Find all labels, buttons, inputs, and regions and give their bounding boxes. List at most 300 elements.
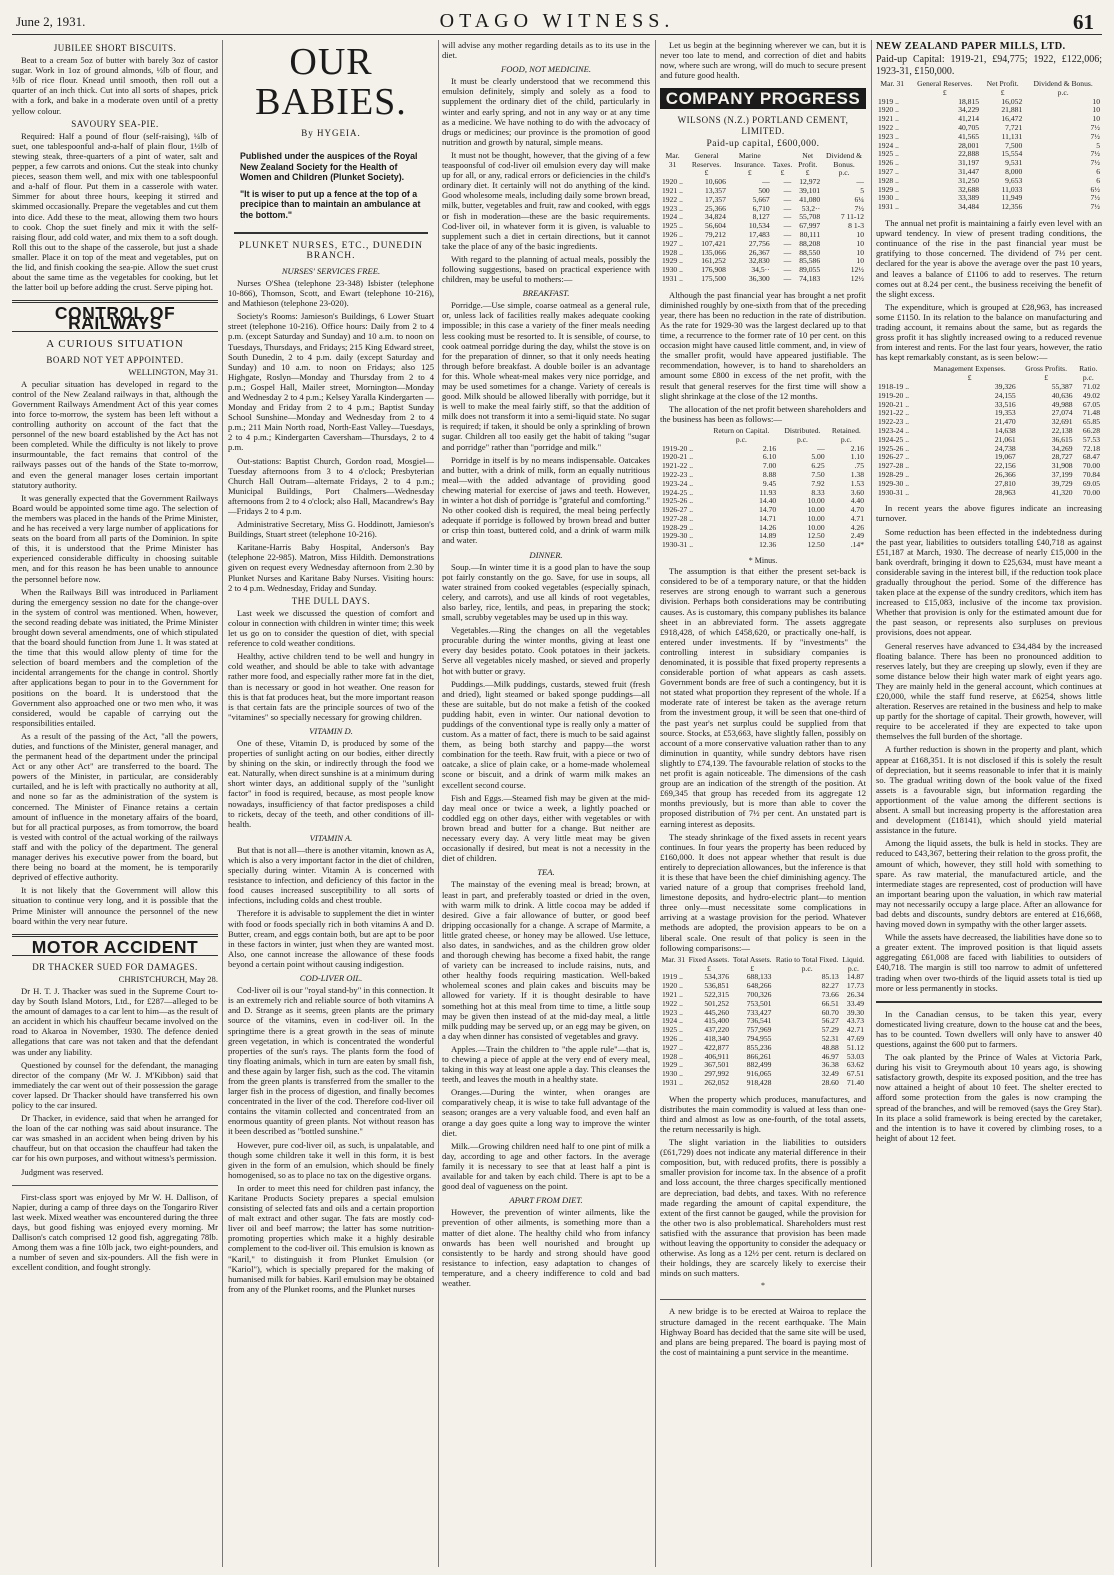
table-cell: 536,851 (704, 981, 730, 991)
table-cell: 7½ (854, 203, 864, 213)
article-headline: PLUNKET NURSES, ETC., DUNEDIN BRANCH. (239, 240, 423, 261)
subheading: FOOD, NOT MEDICINE. (500, 64, 592, 75)
table-cell: 1922 .. (662, 998, 683, 1008)
table-row (660, 541, 866, 550)
table-cell: 39,729 (1051, 478, 1073, 488)
table-cell: 55,387 (1051, 381, 1073, 391)
table-cell: 11,033 (1001, 184, 1023, 194)
table-cell: .14* (850, 540, 864, 550)
table-cell: 33,516 (994, 399, 1016, 409)
table-cell: — (783, 229, 792, 239)
table-cell: 9.45 (762, 478, 777, 488)
table-cell: 1929-30 .. (878, 478, 910, 488)
table-cell: 71.02 (1082, 381, 1100, 391)
table-cell: — (783, 247, 792, 257)
column-rule (871, 40, 872, 1567)
table-cell: 31,447 (958, 167, 980, 177)
table-cell: 28,001 (958, 140, 980, 150)
paragraph: The slight variation in the liabilities to outsiders (£61,729) does not indicate any material difference in their composition, but, with reduced profits, there is possibly a smaller provision for income tax. In the absence of a profit and loss account, the three charges specifically mentioned are depreciation, bad debts, and taxes. With no reference made regarding the amount of capital expenditure, the extent of the first cannot be gauged, while the provision for the other two is also problematical. Shareholders must rest satisfied with the assurance that provision has been made without leaving the opportunity to consider the adequacy or otherwise. As long as a 12½ per cent. return is declared on their holdings, they are scarcely likely to exercise their minds on such matters. (660, 1137, 866, 1279)
article-headline: THE DULL DAYS. (291, 595, 371, 606)
table-cell: 1.10 (850, 452, 864, 462)
table-header-cell (660, 427, 705, 436)
table-cell: 32.49 (821, 1069, 839, 1079)
paragraph: Let us begin at the beginning wherever we can, but it is never too late to mend, and correction of diet and habits now, where such are wrong, will do much to secure present and future good health. (660, 40, 866, 81)
table-unit-cell: £ (805, 168, 810, 178)
column-2 (228, 40, 434, 1569)
table-cell: 4.40 (850, 496, 864, 506)
table-cell: 1930 .. (662, 1069, 683, 1079)
table-cell: 262,052 (704, 1077, 730, 1087)
table-header-cell: Mar. 31 (880, 79, 905, 89)
issue-date: June 2, 1931. (16, 14, 86, 29)
table-cell: 63.62 (846, 1060, 864, 1070)
paragraph: Among the liquid assets, the bulk is held in stocks. They are reduced to £43,367, bettering their relation to the gross profit, the amount of which, however, they still hold with something to spare. As raw material, the manufactured article, and the intermediate stages are represented, cost of production will have an important bearing upon the valuation, in which raw material may not necessarily occupy a large place. After an allowance for bad debts and discounts, sundry debtors are entered at £16,668, having moved down in sympathy with the other larger assets. (876, 838, 1102, 930)
paragraph: Puddings.—Milk puddings, custards, stewed fruit (fresh and dried), light steamed or baked sponge puddings—all these are suitable, but do not make a fetish of the cooked pudding habit, even in winter. Our national devotion to puddings of the conventional type is really only a matter of custom. As a matter of fact, there is much to be said against them, as being both starchy and pappy—the worst combination for the teeth. Raw fruit, with a piece or two of oatcake, a slice of plain cake, or a home-made wholemeal scone or biscuit, and a drink of warm milk makes an excellent second course. (442, 678, 650, 790)
table-cell: 48.88 (821, 1042, 839, 1052)
table-cell: — (762, 177, 770, 187)
column-5 (876, 40, 1102, 1569)
table-cell: 4.26 (850, 522, 864, 532)
table-cell: 11,949 (1001, 193, 1023, 203)
table-cell: 12.50 (807, 531, 825, 541)
table-header-cell: Mar. 31 (665, 150, 680, 169)
table-header-cell: Dividend & Bonus. (826, 150, 863, 169)
table-cell: 31,908 (1051, 461, 1073, 471)
table-cell: 10 (856, 238, 864, 248)
table-cell: 12.50 (807, 540, 825, 550)
table-cell: 1920 .. (662, 177, 683, 187)
column-rule (438, 40, 439, 1567)
table-cell: 437,220 (704, 1025, 730, 1035)
table-cell: 1929 .. (878, 184, 899, 194)
paragraph: Required: Half a pound of flour (self-raising), ¼lb of suet, one tablespoonful and-a-half of plain flour, 1½lb of stewing steak, three-quarters of a pint of water, salt and pepper, a few carrots and onions. Cut the steak into chunky pieces, season them well, and mix with one tablespoonful and a-half of flour. Put them in a casserole with water. Simmer for about three hours, keeping it stirred and skimmed occasionally. Prepare the vegetables and cut them into dice. Add these to the meat, allowing them two hours to cook. Chop the suet finely and mix it with the self-raising flour, add cold water, and mix them to a soft dough. Roll this out to the shape of the casserole, but just a shade smaller. Place it on top of the meat and vegetables, put on the lid, and finish cooking the sea-pie. Allow the suet crust about the same time as the vegetables for cooking, but let the latter boil up before adding the crust. Serve piping hot. (12, 130, 218, 293)
table-cell: 19,067 (994, 452, 1016, 462)
table-unit-cell: p.c. (838, 168, 850, 178)
paragraph: Dr Thacker, in evidence, said that when he arranged for the loan of the car nothing was said about insurance. The car was smashed in an accident when being driven by his chauffeur, but on that occasion the chauffeur had taken the car for his own purposes, and without witness's permission. (12, 1113, 218, 1164)
table-cell: 1925 .. (878, 149, 899, 159)
table-cell: 27,756 (748, 238, 770, 248)
table-cell: 7½ (1090, 158, 1100, 168)
table-cell: 9,531 (1005, 158, 1023, 168)
table-cell: 1923 .. (662, 203, 683, 213)
table-header-cell: Fixed Assets. (688, 954, 730, 964)
table-cell: 89,055 (799, 265, 821, 275)
table-unit-row (876, 89, 1102, 98)
table-cell: 68.47 (1082, 452, 1100, 462)
table-cell: — (783, 273, 792, 283)
section-title: OUR BABIES. (255, 41, 407, 123)
table-cell: 1931 .. (878, 202, 899, 212)
table-row (876, 159, 1102, 168)
table-cell: 1927 .. (662, 1042, 683, 1052)
table-cell: 1919-20 .. (878, 390, 910, 400)
paragraph: Porridge.—Use simple, coarse oatmeal as a general rule, or, unless lack of facilities really makes adequate cooking impossible; in this case a variety of the finer meals needing less cooking must be resorted to. It is sensible, of course, to cook oatmeal porridge during the day, whilst the stove is on for the preparation of dinner, so that it only needs heating through before breakfast. A double boiler is an advantage for this. Whole wheat-meal makes very nice porridge, and may be used sometimes for a change. Variety of cereals is good. Milk should be allowed liberally with porridge, but it is well to make the meal fairly stiff, so that the addition of milk does not transform it into a semi-liquid state. No sugar is required; if taken, it should be only a sprinkling of brown sugar. Children all too easily get the habit of taking "sugar and porridge" rather than "porridge and milk." (442, 300, 650, 452)
table-cell: 2.49 (850, 531, 864, 541)
table-cell: 522,315 (704, 989, 730, 999)
table-cell: 71.40 (846, 1077, 864, 1087)
table-cell: 27,074 (1051, 408, 1073, 418)
paragraph: Society's Rooms: Jamieson's Buildings, 6 Lower Stuart street (telephone 10-216). Office hours: Daily from 2 to 4 p.m. (except Saturday and Sunday) and 10 a.m. to noon on Tuesdays, Thursdays, and Fridays; 215 King Edward street, South Dunedin, 2 to 4 p.m. daily (except Saturday and Sunday) and 10 a.m. to noon on Fridays; also 125 Highgate, Roslyn—Monday and Thursday from 2 to 4 p.m.; Gospel Hall, Mailer street, Mornington—Monday and Wednesday 2 to 4 p.m.; Kelsey Yaralla Kindergarten — Monday and Friday from 2 to 4 p.m.; Baptist Sunday School Sunshine—Monday and Wednesday from 2 to 4 p.m.; 211 Main North road, North-East Valley—Tuesdays, 2 to 4 p.m.; Kindergarten Caversham—Thursdays, 2 to 4 p.m. (228, 311, 434, 453)
table-cell: 39,326 (994, 381, 1016, 391)
table-cell: 1925-26 .. (662, 496, 694, 506)
paragraph: In order to meet this need for children past infancy, the Karitane Products Society prepares a special emulsion consisting of selected fats and oils and a certain proportion of malt extract and other sugar. The fats are mostly cod-liver oil and beef marrow; the latter has some nutrition-promoting properties which make it a highly desirable complement to the cod-liver oil. This emulsion is known as "Karil," to distinguish it from Plunket Emulsion (or "Kariol"), which is specially prepared for the making of humanised milk for babies. Karil emulsion may be obtained from any of the Plunket rooms, and the Plunket nurses (228, 1182, 434, 1294)
paragraph: Therefore it is advisable to supplement the diet in winter with food or foods specially rich in both vitamins A and D. Butter, cream, and eggs contain both, but are apt to be poor in these factors in winter, just when they are wanted most. Also, one cannot increase the allowance of these foods beyond a certain point without causing indigestion. (228, 908, 434, 969)
paragraph: It must be clearly understood that we recommend this emulsion definitely, simply and solely as a food to supplement the ordinary diet of the child, particularly in winter and early spring, and not in any way or at any time as a medicine. We have nothing to do with the advocacy of drugs or medicines; our province is the promotion of good nutrition and growth by natural, simple means. (442, 76, 650, 147)
table-cell: 135,066 (701, 247, 726, 257)
table-cell: 418,340 (704, 1033, 730, 1043)
table-cell: — (783, 256, 792, 266)
table-cell: 41,565 (958, 131, 980, 141)
table-cell: 1924-25 .. (878, 434, 910, 444)
table-cell: 733,427 (746, 1007, 772, 1017)
paragraph: The annual net profit is maintaining a fairly even level with an upward tendency. In view of present trading conditions, the continuance of the rise in the past financial year must be gratifying to those concerned. The dividend of 7½ per cent. declared for the year is above the average over the past 10 years, and leaves a balance of £1106 to add to reserves. The return comes out at 8.24 per cent., the business receiving the benefit of the slight excess. (876, 218, 1102, 299)
paragraph: In the Canadian census, to be taken this year, every domesticated living creature, down to the house cat and the bees, has to be counted. Town dwellers will only have to answer 40 questions, against the 600 put to farmers. (876, 1008, 1102, 1049)
paragraph: It must not be thought, however, that the giving of a few teaspoonsful of cod-liver oil emulsion every day will make up for all, or any, radical errors or deficiencies in the child's ordinary diet. It certainly will not do anything of the kind. Good wholesome meals, including daily some brown bread, milk, butter, vegetables and fruit, raw and cooked, with eggs or fish in moderation—these are the basic requirements. Cod-liver oil, in whatever form it is given, is valuable to supplement such a diet in certain directions, but it cannot take the place of any of the basic ingredients. (442, 149, 650, 251)
paragraph: It is not likely that the Government will allow this situation to continue very long, and it is possible that the Prime Minister will announce the personnel of the new board within the very near future. (12, 885, 218, 926)
table-cell: 6¼ (854, 194, 864, 204)
table-cell: 74,183 (799, 273, 821, 283)
table-cell: 82.27 (821, 981, 839, 991)
table-cell: 1920-21 .. (878, 399, 910, 409)
table-cell: 26,366 (994, 469, 1016, 479)
table-cell: 17,357 (704, 194, 726, 204)
table-header-cell: Distributed. (784, 425, 821, 435)
table-cell: 297,992 (704, 1069, 730, 1079)
table-cell: 66.51 (821, 998, 839, 1008)
table-cell: 12.36 (759, 540, 777, 550)
table-cell: 1931 .. (662, 273, 683, 283)
table-cell: 34,824 (704, 212, 726, 222)
table-cell: 66.28 (1082, 425, 1100, 435)
table-unit-cell: p.c. (801, 963, 813, 973)
table-cell: 1924 .. (662, 1016, 683, 1026)
table-cell: 1920 .. (662, 981, 683, 991)
paragraph: Karitane-Harris Baby Hospital, Anderson's Bay (telephone 22-985). Matron, Miss Hildith. Demonstrations given on request every Wednesday afternoon from 2.30 by Plunket Nurses and Karitane Baby Nurses. Visiting hours: 2 to 4 p.m. Wednesday, Friday and Sunday. (228, 542, 434, 593)
table-cell: 1920 .. (878, 105, 899, 115)
masthead (12, 8, 1102, 35)
table-row (876, 106, 1102, 115)
table-header-cell: Taxes. (772, 159, 793, 169)
table-cell: 12,972 (799, 177, 821, 187)
table-cell: 2.16 (850, 443, 864, 453)
table-cell: 9,653 (1005, 175, 1023, 185)
table-unit-cell: £ (747, 168, 752, 178)
paragraph: The steady shrinkage of the fixed assets in recent years continues. In four years the property has been reduced by £160,000. It does not appear whether that result is due entirely to depreciation allowances, but the inference is that it is these that have been the chief diminishing agency. The varied nature of a group that comprises freehold land, limestone deposits, and hydro-electric plant—to mention three only—must necessitate some complications in arriving at a wastage provision for the period. Whatever methods are adopted, the provision appears to be on a liberal scale. One result of that policy is seen in the following comparisons:— (660, 831, 866, 953)
table-cell: 24,738 (994, 443, 1016, 453)
paragraph: First-class sport was enjoyed by Mr W. H. Dallison, of Napier, during a camp of three days on the Tongariro River last week. Mixed weather was encountered during the three days, but good fishing was enjoyed every morning. Mr Dallison's catch comprised 12 good fish, aggregating 78lb. Among them was a fine 10lb jack, two eight-pounders, and a number of seven and six-pounders. All the fish were in excellent condition, and fought strongly. (12, 1191, 218, 1273)
table-cell: 794,955 (746, 1033, 772, 1043)
table-cell: 1924-25 .. (662, 487, 694, 497)
paragraph: Beat to a cream 5oz of butter with barely 3oz of castor sugar. Work in 1oz of ground almonds, ½lb of flour, and ½lb of rice flour. Knead until smooth, then roll out a quarter of an inch thick. Cut into all sorts of shapes, prick with a fork, and bake in a moderate oven until of a pretty yellow colour. (12, 55, 218, 116)
table-cell: 34,484 (958, 202, 980, 212)
table-cell: 1922 .. (662, 194, 683, 204)
table-cell: 10.00 (807, 505, 825, 515)
table-cell: 6.25 (811, 461, 825, 471)
table-cell: 1921-22 .. (878, 408, 910, 418)
table-footnote: * Minus. (748, 556, 778, 566)
table-cell: 14,638 (994, 425, 1016, 435)
paragraph: will advise any mother regarding details as to its use in the diet. (442, 40, 650, 61)
table-cell: 26.34 (846, 989, 864, 999)
company-name: WILSONS (N.Z.) PORTLAND CEMENT, LIMITED. (677, 115, 849, 136)
table-cell: — (783, 203, 792, 213)
table-cell: 1924 .. (662, 212, 683, 222)
table-cell: 34,5·· (751, 265, 770, 275)
paragraph: As a result of the passing of the Act, "all the powers, duties, and functions of the Minister, general manager, and the permanent head of the department under the principal Act or any other Act" are transferred to the board. The powers of the Minister, in particular, are considerably curtailed, and he is left with practically no authority at all, and none so far as the administration of the system is concerned. The Minister of Finance retains a certain amount of influence in the monetary affairs of the board, but for all practical purposes, as from tomorrow, the board is vested with control of the actual working of the railways staff and with the policy of the department. The general manager derives his executive power from the board, but there being no board at the moment, he is temporarily deprived of effective authority. (12, 730, 218, 883)
table-cell: 41,080 (799, 194, 821, 204)
paragraph: However, the prevention of winter ailments, like the prevention of other ailments, is something more than a matter of diet alone. The healthy child who from infancy onwards has been well nourished and brought up consistently to be hardy and strong should have good resistance to infection, easy adaptation to changes of temperature, and a cheery indifference to cold and bad weather. (442, 1207, 650, 1288)
table-cell: 71.48 (1082, 408, 1100, 418)
subheading: DINNER. (529, 549, 563, 560)
table-cell: 49.02 (1082, 390, 1100, 400)
table-cell: 1929 .. (662, 1060, 683, 1070)
table-cell: 14.70 (759, 505, 777, 515)
table-cell: 1927-28 .. (878, 461, 910, 471)
table-header-cell: General Reserves. (691, 150, 722, 169)
recipe-title: JUBILEE SHORT BISCUITS. (53, 43, 177, 53)
table-unit-cell: £ (967, 373, 972, 383)
table-header-cell: Ratio to Total Fixed. (775, 954, 839, 964)
paragraph: Porridge in itself is by no means indispensable. Oatcakes and butter, with a drink of milk, form an equally nutritious meal—with the added advantage of providing good chewing material for exercise of jaws and teeth. However, in winter a hot dish of porridge is "grateful and comforting." No other cooked dish is required, the meal being perfectly adequate if porridge is followed by brown bread and butter or crisp thin toast, buttered cold, and a drink of warm milk and water. (442, 454, 650, 546)
table-cell: 5 (860, 185, 864, 195)
table-cell: — (783, 185, 792, 195)
table-cell: 12½ (850, 265, 864, 275)
table-cell: 43.73 (846, 1016, 864, 1026)
table-cell: 1929 .. (662, 256, 683, 266)
table-cell: — (783, 212, 792, 222)
dateline: WELLINGTON, May 31. (128, 366, 218, 377)
data-table (660, 152, 866, 284)
table-cell: 39.30 (846, 1007, 864, 1017)
table-cell: 85.13 (821, 972, 839, 982)
table-cell: 1922-23 .. (662, 469, 694, 479)
paragraph: The assumption is that either the present set-back is considered to be of a temporary nature, or that the hidden reserves are strong enough to warrant such a generous division. Perhaps both considerations may be contributing causes. As is customary, this company publishes its balance sheet in an abbreviated form. The assets aggregate £918,428, of which £458,620, or practically one-half, is entered under investments. If by "investments" the controlling interest in subsidiary companies is denominated, it is possible that fixed property represents a considerable portion of what appears as cash assets. Government bonds are free of such a contingency, but it is not stated what proportion they represent of the whole. If a moderate rate of interest be taken as the average return from the investment group, it will be seen that one-third of the past year's net surplus could be supplied from that source. Stocks, at £53,663, have slightly fallen, possibly on account of a more conservative valuation rather than to any diminution in quantity, while sundry debtors have risen slightly to £74,139. The favourable relation of stocks to the net profit is again noticeable. The dimensions of the cash group are an indication of the strength of the position. At £69,345 that group has receded from its aggregate 12 months previously, but is more than able to cover the proposed distribution of 7½ per cent. An unstated part is earning interest as deposits. (660, 566, 866, 829)
table-cell: 8 1-3 (848, 221, 864, 231)
table-header-cell: Mar. 31 (661, 954, 686, 964)
table-header-cell: Management Expenses. (933, 364, 1006, 374)
table-cell: 11.93 (759, 487, 777, 497)
table-cell: 1923 .. (662, 1007, 683, 1017)
dateline: CHRISTCHURCH, May 28. (118, 973, 218, 984)
table-row (876, 124, 1102, 133)
table-cell: 70.00 (1082, 487, 1100, 497)
table-cell: 14.89 (759, 531, 777, 541)
table-cell: 69.05 (1082, 478, 1100, 488)
newspaper-title: OTAGO WITNESS. (439, 10, 675, 32)
table-cell: 916,065 (746, 1069, 772, 1079)
paragraph: But that is not all—there is another vitamin, known as A, which is also a very important factor in the diet of children, specially during winter. Vitamin A is concerned with resistance to infection, and deficiency of this factor in the food causes increased susceptibility to all sorts of infections, including colds and chest trouble. (228, 844, 434, 906)
table-cell: 1925 .. (662, 1025, 683, 1035)
table-cell: 14.26 (759, 522, 777, 532)
paragraph: While the assets have decreased, the liabilities have done so to a greater extent. The improved position is that liquid assets aggregating £61,008 are faced with liabilities to outsiders of £40,718. The margin is still too narrow to admit of unfettered trading when over two-thirds of the liquid assets total is tied up more or less permanently in stocks. (876, 932, 1102, 993)
paragraph: Judgment was reserved. (21, 1166, 104, 1177)
subheading: BREAKFAST. (522, 288, 570, 299)
table-cell: 73.66 (821, 989, 839, 999)
table-cell: 10.00 (807, 513, 825, 523)
table-cell: 70.84 (1082, 469, 1100, 479)
table-unit-cell: £ (780, 168, 785, 178)
table-unit-cell: p.c. (1082, 373, 1094, 383)
table-cell: 753,501 (746, 998, 772, 1008)
table-cell: — (783, 265, 792, 275)
table-cell: 1930-31 .. (878, 487, 910, 497)
table-cell: 11,131 (1001, 131, 1023, 141)
paragraph: Soup.—In winter time it is a good plan to have the soup pot fairly constantly on the go. Save, for use in soups, all water strained from cooked vegetables (especially spinach, celery, and carrots), and use all kinds of root vegetables, also barley, rice, lentils, and peas, in preparing the stock; small, scrubby vegetables may be used up in this way. (442, 561, 650, 623)
table-row (876, 168, 1102, 177)
table-cell: 17,483 (748, 229, 770, 239)
table-cell: 52.31 (821, 1033, 839, 1043)
table-cell: 57.53 (1082, 434, 1100, 444)
paragraph: It was generally expected that the Government Railways Board would be appointed some time ago. The selection of the members was placed in the hands of the Prime Minister, and he has received a very large number of applications for seats on the board from all parts of the Dominion. In spite of this, it is understood that the Prime Minister has experienced considerable difficulty in choosing suitable men, and for this reason he has been unable to announce the personnel before now. (12, 492, 218, 584)
table-cell: 85,586 (799, 256, 821, 266)
table-unit-cell: £ (1044, 373, 1049, 383)
table-cell: 39,101 (799, 185, 821, 195)
table-cell: 22,888 (958, 149, 980, 159)
table-cell: 855,236 (746, 1042, 772, 1052)
table-cell: 40,636 (1051, 390, 1073, 400)
table-cell: 41,214 (958, 114, 980, 124)
table-cell: 36,300 (748, 273, 770, 283)
table-cell: 32,688 (958, 184, 980, 194)
table-cell: 175,500 (701, 273, 726, 283)
table-cell: 14.87 (846, 972, 864, 982)
table-cell: 1922-23 .. (878, 417, 910, 427)
table-unit-cell: p.c. (735, 434, 747, 444)
table-cell: 107,421 (701, 238, 726, 248)
table-cell: 34,229 (958, 105, 980, 115)
table-unit-cell: £ (1000, 87, 1005, 97)
table-header-cell: Marine Insurance. (734, 150, 766, 169)
table-cell: 1918-19 .. (878, 381, 910, 391)
table-cell: 866,261 (746, 1051, 772, 1061)
table-cell: 28,727 (1051, 452, 1073, 462)
table-row (876, 203, 1102, 212)
table-cell: 53,2·· (801, 203, 821, 213)
table-cell: 1928-29 .. (662, 522, 694, 532)
table-cell: 55,708 (799, 212, 821, 222)
column-rule (655, 40, 656, 1567)
table-cell: 12,356 (1001, 202, 1023, 212)
table-cell: 1928-29 .. (878, 469, 910, 479)
table-cell: 1921 .. (662, 989, 683, 999)
paragraph: A peculiar situation has developed in regard to the control of the New Zealand railways in that, although the Government Railways Amendment Act of this year comes into force to-morrow, the system has been left without a controlling authority on account of the fact that the personnel of the new board established by the Act has not been completed. While the difficulty is not likely to prove insurmountable, the fact remains that control of the railways passes out of the hands of the State to-morrow, and even the general manager loses certain important statutory authority. (12, 378, 218, 490)
table-cell: 10.00 (807, 496, 825, 506)
table-header-cell (876, 365, 921, 374)
notice-text: Published under the auspices of the Royal New Zealand Society for the Health of Women and Children (Plunket Society). (240, 151, 418, 183)
table-cell: 31,250 (958, 175, 980, 185)
table-cell: 10 (1092, 105, 1100, 115)
table-cell: 4.70 (850, 505, 864, 515)
table-header-cell: Total Assets. (732, 954, 772, 964)
table-cell: 1928 .. (662, 247, 683, 257)
table-row (876, 186, 1102, 195)
table-cell: 6 (1096, 175, 1100, 185)
paragraph: Administrative Secretary, Miss G. Hoddinott, Jamieson's Buildings, Stuart street (telephone 10-216). (228, 519, 434, 540)
table-cell: 5,667 (752, 194, 770, 204)
table-cell: 406,911 (704, 1051, 730, 1061)
article-deck: BOARD NOT YET APPOINTED. (46, 354, 184, 365)
article-subheadline: A CURIOUS SITUATION (46, 338, 184, 351)
table-cell: 28,963 (994, 487, 1016, 497)
table-cell: 1921-22 .. (662, 461, 694, 471)
table-cell: 25,366 (704, 203, 726, 213)
company-capital: Paid-up Capital: 1919-21, £94,775; 1922, £122,006; 1923-31, £150,000. (876, 54, 1102, 77)
table-cell: 1927 .. (878, 167, 899, 177)
paragraph: Questioned by counsel for the defendant, the managing director of the company (Mr W. J. M'Kibbon) said that immediately the car went out of their possession the garage cover lapsed. Dr Thacker should have transferred his own policy to the car insured. (12, 1059, 218, 1110)
table-cell: 918,428 (746, 1077, 772, 1087)
table-row (660, 275, 866, 284)
table-cell: 1919 .. (878, 96, 899, 106)
table-header-row (660, 152, 866, 170)
table-cell: 26,367 (748, 247, 770, 257)
table-cell: 33.49 (846, 998, 864, 1008)
table-cell: 31,197 (958, 158, 980, 168)
article-subheadline: NURSES' SERVICES FREE. (281, 265, 381, 276)
table-cell: 14.71 (759, 513, 777, 523)
table-cell: 1930 .. (878, 193, 899, 203)
column-4 (660, 40, 866, 1569)
table-cell: 1927-28 .. (662, 513, 694, 523)
table-cell: 36.38 (821, 1060, 839, 1070)
table-cell: 79,212 (704, 229, 726, 239)
divider (876, 1001, 1102, 1003)
table-cell: 1926 .. (662, 1033, 683, 1043)
byline: By HYGEIA. (301, 128, 361, 138)
table-cell: 1922 .. (878, 123, 899, 133)
company-name: NEW ZEALAND PAPER MILLS, LTD. (876, 41, 1066, 52)
table-cell: — (783, 221, 792, 231)
paragraph: Cod-liver oil is our "royal stand-by" in this connection. It is an extremely rich and reliable source of both vitamins A and D. Strange as it seems, green plants are the primary source of the vitamins, even in cod-liver oil. In the springtime there is a great growth in the seas of minute green vegetation, in which is concentrated the wonderful properties of the sun's rays. The plants form the food of tiny floating animals, which in turn are eaten by small fish, and these again by larger fish, such as the cod. The vitamin from the green plants is transferred from the smaller to the larger fish in the process of digestion, and finally becomes concentrated in the liver of the cod. Therefore cod-liver oil contains the vitamin collected and concentrated from an enormous quantity of green plants. Not without reason has it been described as "bottled sunshine." (228, 985, 434, 1137)
data-table (660, 427, 866, 550)
paragraph: Healthy, active children tend to be well and hungry in cold weather, and should be able to take with advantage rather more food, and especially rather more fat in the diet, than is necessary or good in hot weather. One reason for this is that fat produces heat, but the more important reason is that certain fats are the principle sources of two of the "vitamines" so specially necessary for growing children. (228, 651, 434, 722)
table-cell: 27,810 (994, 478, 1016, 488)
paragraph: The allocation of the net profit between shareholders and the business has been as follows:— (660, 403, 866, 424)
subheading: COD-LIVER OIL. (299, 973, 363, 984)
table-cell: 8.88 (762, 469, 777, 479)
table-cell: 10 (856, 247, 864, 257)
society-notice (234, 146, 428, 234)
table-cell: 445,260 (704, 1007, 730, 1017)
data-table (876, 365, 1102, 497)
table-header-cell: Gross Profits. (1025, 364, 1068, 374)
table-cell: 56.27 (821, 1016, 839, 1026)
table-cell: 1925-26 .. (878, 443, 910, 453)
table-cell: — (783, 238, 792, 248)
table-cell: 700,326 (746, 989, 772, 999)
paragraph: One of these, Vitamin D, is produced by some of the properties of sunlight acting on our bodies, either directly by shining on the skin, or indirectly through the food we eat. Naturally, when direct sunshine is at a minimum during short winter days, an additional supply of the "sunlight factor" in food is required, because, as most people know nowadays, insufficiency of that factor predisposes a child to rickets, decay of the teeth, and other conditions of ill-health. (228, 737, 434, 829)
table-row (876, 150, 1102, 159)
table-cell: 6,710 (752, 203, 770, 213)
table-row (876, 194, 1102, 203)
section-banner: COMPANY PROGRESS (660, 88, 866, 109)
table-cell: 1930 .. (662, 265, 683, 275)
table-cell: 15,554 (1001, 149, 1023, 159)
table-cell: 46.97 (821, 1051, 839, 1061)
table-cell: 7½ (1090, 202, 1100, 212)
table-unit-cell: p.c. (796, 434, 808, 444)
table-cell: 161,252 (701, 256, 726, 266)
table-cell: 1927 .. (662, 238, 683, 248)
section-star: * (761, 1281, 765, 1291)
table-cell: 6 (1096, 167, 1100, 177)
table-cell: 415,400 (704, 1016, 730, 1026)
table-cell: 1926 .. (878, 158, 899, 168)
paragraph: Although the past financial year has brought a net profit diminished roughly by one-sixth from that of the preceding year, there has been no reduction in the rate of distribution. As the rate for 1929-30 was the largest declared up to that time, a recurrence to the former rate of 10 per cent. on this occasion might have caused little comment, and, in view of the smaller profit, would have appeared justifiable. The recommendation, however, is to hand to shareholders an amount some £800 in excess of the net profit, with the result that general reserves for the first time will show a slight shrinkage at the close of the 12 months. (660, 289, 866, 401)
table-row (876, 115, 1102, 124)
table-cell: 7.92 (811, 478, 825, 488)
article-headline: MOTOR ACCIDENT (12, 934, 218, 956)
table-cell: 501,252 (704, 998, 730, 1008)
